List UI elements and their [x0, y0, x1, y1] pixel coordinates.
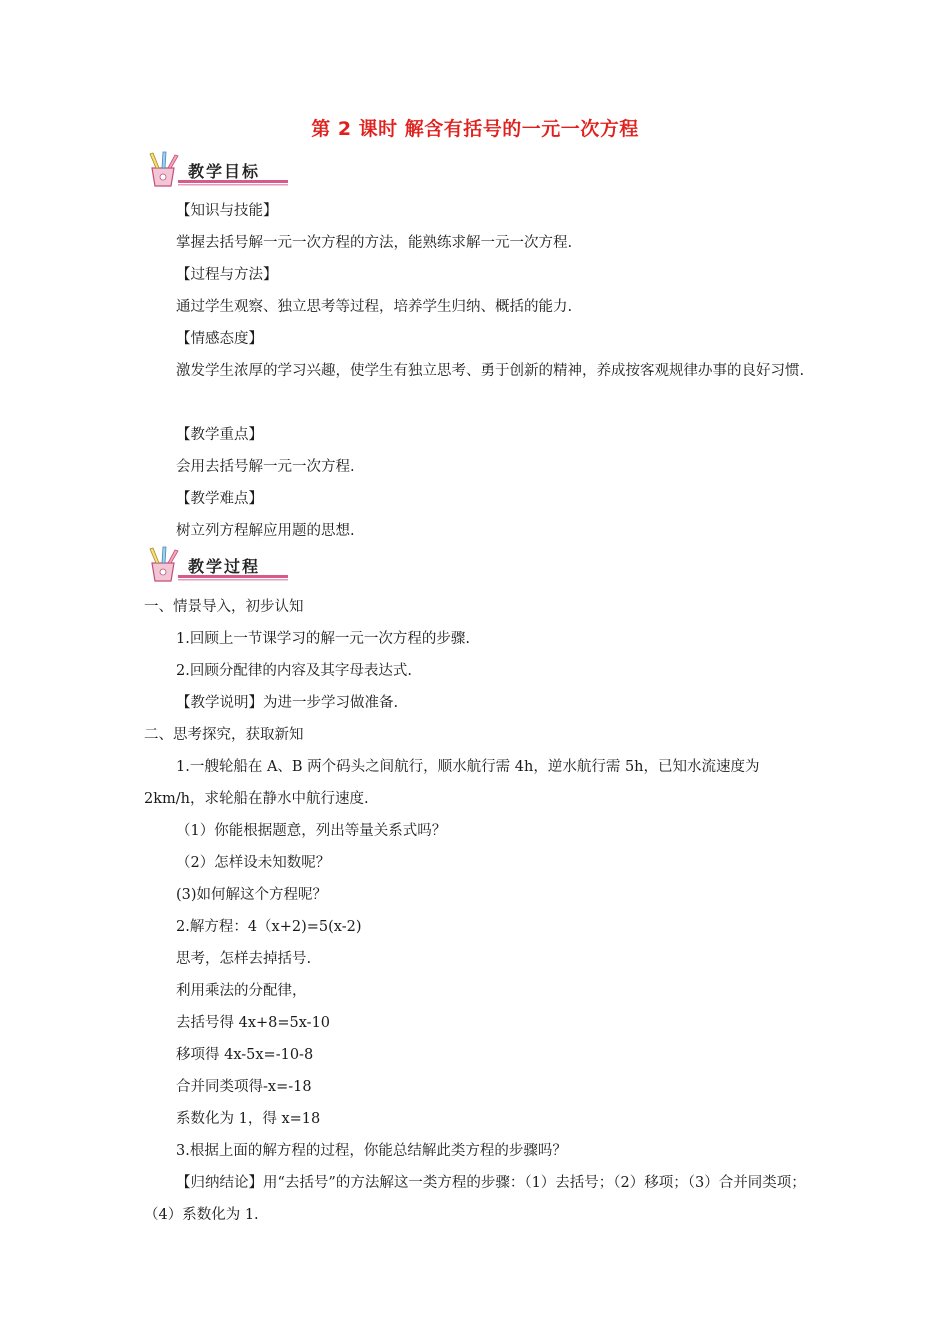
- goal-text-key-point: 会用去括号解一元一次方程.: [176, 459, 355, 475]
- question-2-combine: 合并同类项得-x=-18: [176, 1079, 312, 1095]
- question-3-text: 3.根据上面的解方程的过程，你能总结解此类方程的步骤吗？: [176, 1143, 567, 1159]
- process-step-1-item-2: 2.回顾分配律的内容及其字母表达式.: [176, 663, 412, 679]
- section-title-process: 教学过程: [188, 557, 261, 576]
- process-step-1-item-1: 1.回顾上一节课学习的解一元一次方程的步骤.: [176, 631, 470, 647]
- process-step-1-note: 【教学说明】为进一步学习做准备.: [176, 695, 399, 711]
- question-1-sub-a: （1）你能根据题意，列出等量关系式吗？: [176, 823, 447, 839]
- goal-heading-difficulty: 【教学难点】: [176, 491, 263, 507]
- goal-text-process: 通过学生观察、独立思考等过程，培养学生归纳、概括的能力.: [176, 299, 573, 315]
- section-banner-goals: [144, 150, 290, 190]
- question-2-transpose: 移项得 4x-5x=-10-8: [176, 1047, 314, 1063]
- goal-text-difficulty: 树立列方程解应用题的思想.: [176, 523, 355, 539]
- question-1-sub-c: (3)如何解这个方程呢？: [176, 887, 328, 903]
- goal-text-attitude: 激发学生浓厚的学习兴趣，使学生有独立思考、勇于创新的精神，养成按客观规律办事的良好习惯.: [176, 363, 805, 379]
- question-2-think: 思考，怎样去掉括号.: [176, 951, 312, 967]
- process-step-1-heading: 一、情景导入，初步认知: [144, 599, 304, 615]
- question-2-coefficient: 系数化为 1，得 x=18: [176, 1111, 321, 1127]
- question-1-text: 1.一艘轮船在 A、B 两个码头之间航行，顺水航行需 4h，逆水航行需 5h，已知水流速度为 2km/h，求轮船在静水中航行速度.: [144, 759, 760, 807]
- goal-heading-attitude: 【情感态度】: [176, 331, 263, 347]
- page-title: 第 2 课时 解含有括号的一元一次方程: [311, 118, 639, 140]
- goal-heading-key-point: 【教学重点】: [176, 427, 263, 443]
- goal-text-knowledge: 掌握去括号解一元一次方程的方法，能熟练求解一元一次方程.: [176, 235, 573, 251]
- question-2-distributive: 利用乘法的分配律，: [176, 983, 307, 999]
- question-1-sub-b: （2）怎样设未知数呢？: [176, 855, 331, 871]
- conclusion-text: 【归纳结论】用“去括号”的方法解这一类方程的步骤：（1）去括号；（2）移项；（3）合并同类项；（4）系数化为 1.: [144, 1175, 806, 1223]
- goal-heading-knowledge: 【知识与技能】: [176, 203, 278, 219]
- question-2-text: 2.解方程：4（x+2)=5(x-2): [176, 919, 362, 935]
- section-banner-process: [144, 545, 290, 585]
- process-step-2-heading: 二、思考探究，获取新知: [144, 727, 304, 743]
- question-2-remove-brackets: 去括号得 4x+8=5x-10: [176, 1015, 331, 1031]
- section-title-goals: 教学目标: [188, 162, 261, 181]
- goal-heading-process: 【过程与方法】: [176, 267, 278, 283]
